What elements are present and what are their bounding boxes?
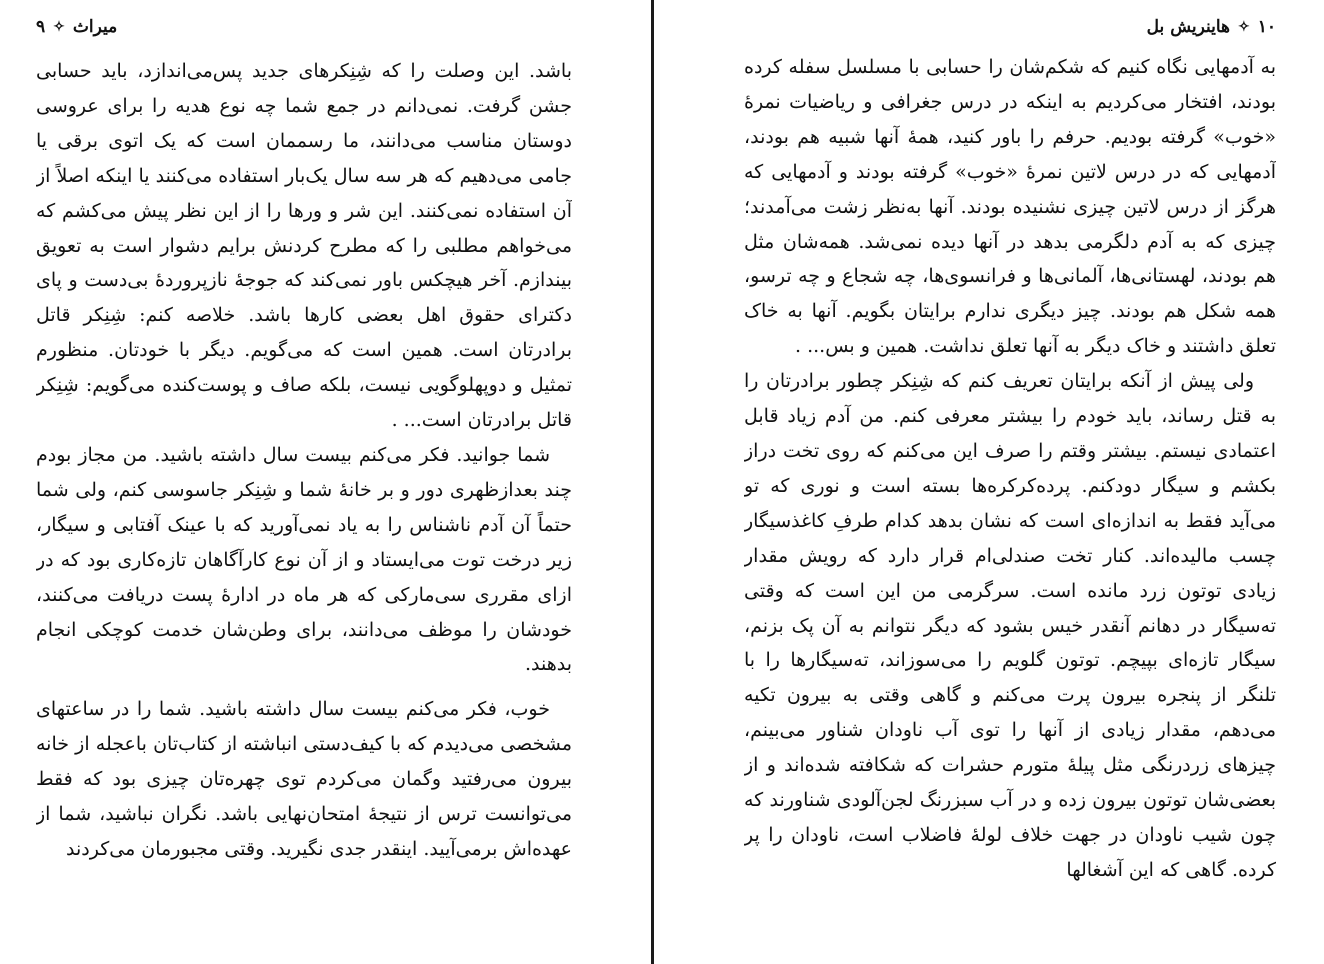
right-page-header [1147,12,1276,42]
left-page-header [36,12,117,42]
right-page [744,0,1276,964]
left-page-number: ۹ [36,17,46,37]
paragraph: باشد. این وصلت را که شِنِکرهای جدید پس‌می‌اندازد، باید حسابی جشن گرفت. نمی‌دانم در جمع شما چه نوع هدیه را برای عروسی دوستان مناسب می‌دانند، ما رسممان است که یک اتوی برقی یا جامی می‌دهیم که هر سه سال یک‌بار استفاده می‌کنند یا اینکه اصلاً از آن استفاده نمی‌کنند. این شر و ورها را از این نظر پیش می‌کشم که می‌خواهم مطلبی را که مطرح کردنش برایم دشوار است به تعویق بیندازم. آخر هیچکس باور نمی‌کند که جوجهٔ نازپروردهٔ بی‌دست و پای دکترای حقوق اهل بعضی کارها باشد. خلاصه کنم: شِنِکر قاتل برادرتان است. همین است که می‌گویم. دیگر با خودتان. منظورم تمثیل و دوپهلوگویی نیست، بلکه صاف و پوست‌کنده می‌گویم: شِنِکر قاتل برادرتان است... . [36,60,572,432]
left-page-title: میراث [72,17,118,37]
star-ornament-icon: ✧ [53,19,65,35]
right-page-title: هاینریش بل [1146,17,1230,37]
paragraph: ولی پیش از آنکه برایتان تعریف کنم که شِنِکر چطور برادرتان را به قتل رساند، باید خودم را بیشتر معرفی کنم. من آدم زیاد قابل اعتمادی نیستم. بیشتر وقتم را صرف این می‌کنم که روی تخت دراز بکشم و سیگار دودکنم. پرده‌کرکره‌ها بسته است و نوری که تو می‌آید فقط به اندازه‌ای است که نشان بدهد کدام طرفِ کاغذسیگار چسب مالیده‌اند. کنار تخت صندلی‌ام قرار دارد که رویش مقدار زیادی توتون زرد مانده است. سرگرمی من این است که وقتی ته‌سیگار در دهانم آنقدر خیس بشود که دیگر نتوانم به آن پک بزنم، سیگار تازه‌ای بپیچم. توتون گلویم را می‌سوزاند، ته‌سیگارها را با تلنگر از پنجره بیرون پرت می‌کنم و گاهی وقتی به بیرون تکیه می‌دهم، مقدار زیادی از آنها را توی آب ناودان شناور می‌بینم، چیزهای زردرنگی مثل پیلهٔ متورم حشرات که شکافته شده‌اند و از بعضی‌شان توتون بیرون زده و در آب سبزرنگ لجن‌آلودی شناورند که چون شیب ناودان در جهت خلاف لولهٔ فاضلاب است، ناودان را پر کرده. گاهی که این آشغالها [744,370,1276,881]
paragraph: شما جوانید. فکر می‌کنم بیست سال داشته باشید. من مجاز بودم چند بعدازظهری دور و بر خانهٔ شما و شِنِکر جاسوسی کنم، ولی شما حتماً آن آدم ناشناس را به یاد نمی‌آورید که با عینک آفتابی و سیگار، زیر درخت توت می‌ایستاد و از آن نوع کارآگاهان تازه‌کاری بود که در ازای مقرری سی‌مارکی که هر ماه در ادارهٔ پست دریافت می‌کنند، خودشان را موظف می‌دانند، برای وطن‌شان خدمت کوچکی انجام بدهند. [36,443,572,676]
right-page-body [744,50,1276,888]
book-gutter-divider [651,0,654,964]
paragraph: خوب، فکر می‌کنم بیست سال داشته باشید. شما را در ساعتهای مشخصی می‌دیدم که با کیف‌دستی انباشته از کتاب‌تان باعجله از خانه بیرون می‌رفتید وگمان می‌کردم توی چهره‌تان چیزی بود که فقط می‌توانست ترس از نتیجهٔ امتحان‌نهایی باشد. نگران نباشید، شما از عهده‌اش برمی‌آیید. اینقدر جدی نگیرید. وقتی مجبورمان می‌کردند [36,698,572,860]
right-page-number: ۱۰ [1257,17,1276,37]
paragraph: به آدمهایی نگاه کنیم که شکم‌شان را حسابی با مسلسل سفله کرده بودند، افتخار می‌کردیم به اینکه در درس جغرافی و ریاضیات نمرهٔ «خوب» گرفته بودیم. حرفم را باور کنید، همهٔ آنها شبیه هم بودند، آدمهایی که در درس لاتین نمرهٔ «خوب» گرفته بودند و آدمهایی که هرگز از درس لاتین چیزی نشنیده بودند. آنها به‌نظر زشت می‌آمدند؛ چیزی که به آدم دلگرمی بدهد در آنها دیده نمی‌شد. همه‌شان مثل هم بودند، لهستانی‌ها، آلمانی‌ها و فرانسوی‌ها، چه شجاع و چه ترسو، همه شکل هم بودند. چیز دیگری ندارم برایتان بگویم. آنها به خاک تعلق داشتند و خاک دیگر به آنها تعلق نداشت. همین و بس... . [744,56,1276,358]
left-page [36,0,572,964]
star-ornament-icon: ✧ [1238,19,1250,35]
left-page-body [36,54,572,867]
